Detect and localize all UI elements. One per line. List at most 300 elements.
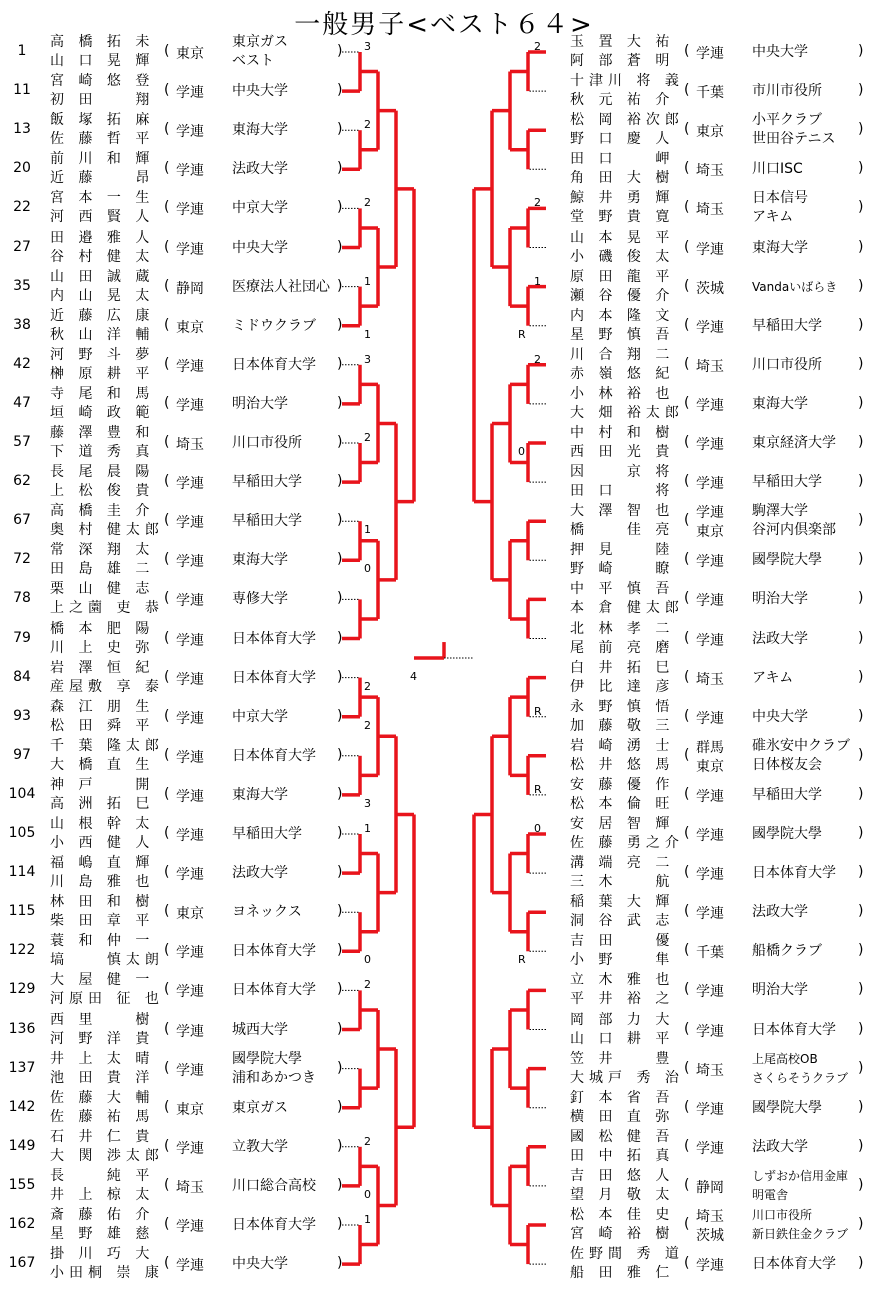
team-line: 法政大学 (232, 865, 288, 882)
close-paren: ) (337, 1059, 343, 1076)
open-paren: ( (684, 394, 690, 411)
prefecture: 学連 (176, 788, 204, 805)
close-paren: ) (858, 82, 864, 99)
player-name: 十津川 将 義 (570, 73, 684, 90)
prefecture: 学連 (696, 397, 724, 414)
open-paren: ( (684, 434, 690, 450)
seed-number: 1 (17, 43, 27, 59)
player-name: 山 本 晃 平 (570, 229, 675, 246)
player-name: 船 田 雅 仁 (570, 1265, 675, 1282)
score: 3 (364, 352, 371, 366)
prefecture-2: 東京 (696, 524, 724, 541)
seed-number: 20 (13, 160, 31, 177)
player-name: 近 藤 広 康 (50, 307, 155, 324)
close-paren: ) (858, 1098, 864, 1115)
close-paren: ) (337, 942, 343, 959)
open-paren: ( (684, 160, 690, 177)
score: 3 (364, 40, 371, 53)
player-name: 伊 比 達 彦 (570, 678, 675, 695)
open-paren: ( (164, 277, 170, 294)
player-name: 河 野 斗 夢 (50, 346, 155, 363)
team-line: 中央大学 (232, 1256, 288, 1273)
team-name (232, 160, 288, 179)
team-line: 明治大学 (752, 982, 808, 999)
player-name: 森 江 朋 生 (50, 698, 155, 715)
open-paren: ( (164, 1137, 170, 1154)
player-names (50, 33, 154, 71)
prefecture: 学連 (696, 319, 724, 336)
seed-number: 38 (13, 316, 31, 333)
player-name: 川 合 翔 二 (570, 346, 675, 363)
prefecture: 学連 (176, 124, 204, 141)
open-paren: ( (684, 981, 690, 998)
team-line: 市川市役所 (752, 83, 822, 100)
open-paren: ( (164, 864, 170, 881)
player-name: 鯨 井 勇 輝 (570, 190, 675, 207)
player-name: 吉 田 優 (570, 933, 675, 950)
player-name: 松 井 悠 馬 (570, 756, 675, 773)
open-paren: ( (684, 590, 690, 607)
player-name: 加 藤 敬 三 (570, 717, 675, 734)
prefecture: 学連 (176, 632, 204, 649)
player-name: 掛 川 巧 大 (50, 1246, 155, 1263)
close-paren: ) (858, 551, 864, 568)
prefecture: 学連 (176, 554, 204, 571)
team-line: 東京経済大学 (752, 435, 836, 451)
open-paren: ( (684, 1176, 690, 1193)
close-paren: ) (337, 1255, 343, 1272)
player-names (570, 72, 684, 110)
player-name: 秋 元 祐 介 (570, 92, 675, 109)
prefecture: 学連 (176, 85, 204, 102)
seed-number: 47 (13, 394, 31, 411)
team-name (232, 239, 288, 258)
player-name: 岩 崎 湧 士 (570, 737, 675, 754)
player-name: 野 口 慶 人 (570, 131, 675, 148)
team-line: ベスト (232, 53, 274, 69)
player-names (50, 971, 164, 1009)
prefecture: 学連 (176, 867, 204, 884)
team-name (752, 1206, 848, 1244)
team-name (752, 590, 808, 609)
team-line: 法政大学 (752, 1138, 808, 1155)
prefecture-2: 茨城 (696, 1228, 724, 1244)
player-name: 田 島 雄 二 (50, 561, 155, 578)
player-name: 佐野間 秀 道 (570, 1246, 684, 1263)
team-line: 谷河内倶楽部 (752, 522, 836, 539)
team-line: 立教大学 (232, 1138, 288, 1155)
team-line: さくらそうクラブ (752, 1070, 849, 1085)
player-name: 釘 本 省 吾 (570, 1089, 675, 1106)
open-paren: ( (164, 199, 170, 216)
player-name: 山 口 晃 輝 (50, 53, 155, 69)
player-names (570, 541, 674, 579)
team-name (752, 1138, 808, 1157)
player-name: 栗 山 健 志 (50, 581, 155, 598)
close-paren: ) (337, 1216, 343, 1232)
player-names (50, 1128, 164, 1166)
player-name: 小 西 健 人 (50, 835, 155, 851)
seed-number: 27 (13, 238, 31, 255)
player-name: 川 上 史 弥 (50, 639, 155, 656)
team-name (752, 864, 836, 883)
seed-number: 137 (8, 1059, 36, 1076)
close-paren: ) (858, 668, 864, 685)
player-name: 星 野 慎 吾 (570, 326, 675, 343)
close-paren: ) (858, 434, 864, 450)
player-name: 河 西 賢 人 (50, 209, 155, 226)
team-line: 早稲田大学 (752, 474, 822, 491)
score: 2 (534, 352, 541, 366)
close-paren: ) (337, 434, 343, 450)
player-name: 笠 井 豊 (570, 1050, 675, 1067)
seed-number: 167 (8, 1255, 36, 1272)
player-names (50, 189, 154, 227)
player-name: 安 藤 優 作 (570, 776, 675, 793)
player-name: 大 畑 裕太郎 (570, 404, 684, 421)
seed-number: 13 (13, 121, 31, 138)
team-line: ミドウクラブ (232, 317, 316, 334)
team-name (232, 981, 316, 1000)
player-name: 初 田 翔 (50, 92, 155, 109)
open-paren: ( (684, 473, 690, 490)
prefecture: 学連 (696, 867, 724, 884)
open-paren: ( (164, 316, 170, 333)
team-name (752, 317, 822, 336)
prefecture: 学連 (176, 202, 204, 219)
team-name (232, 903, 302, 922)
team-line: 医療法人社団心 (232, 278, 330, 295)
open-paren: ( (684, 82, 690, 99)
player-names (50, 1011, 154, 1049)
score: 0 (364, 1187, 371, 1201)
close-paren: ) (858, 942, 864, 959)
team-line: 早稲田大学 (232, 474, 302, 491)
open-paren: ( (684, 746, 690, 763)
score: R (518, 953, 526, 967)
player-names (570, 620, 674, 658)
close-paren: ) (337, 825, 343, 841)
team-line: 世田谷テニス (752, 131, 836, 148)
close-paren: ) (858, 981, 864, 998)
player-name: 河原田 征 也 (50, 991, 164, 1008)
player-names (50, 1206, 154, 1244)
team-line: 日本信号 (752, 190, 808, 207)
team-line: 東京ガス (232, 1099, 288, 1116)
team-line: 日本体育大学 (232, 356, 316, 373)
team-name (752, 160, 803, 179)
prefecture: 学連 (176, 358, 204, 375)
team-name (232, 82, 288, 101)
player-name: 山 口 耕 平 (570, 1030, 675, 1047)
team-name (232, 747, 316, 766)
player-name: 斎 藤 佑 介 (50, 1207, 155, 1223)
final-score: 4 (410, 670, 417, 683)
player-names (50, 1050, 154, 1088)
player-name: 宮 崎 悠 登 (50, 73, 155, 90)
close-paren: ) (337, 903, 343, 920)
open-paren: ( (684, 1020, 690, 1037)
player-names (50, 150, 154, 188)
team-name (232, 786, 288, 805)
open-paren: ( (684, 1255, 690, 1272)
player-names (50, 659, 164, 697)
prefecture: 学連 (176, 1023, 204, 1040)
open-paren: ( (164, 551, 170, 568)
score: 1 (364, 327, 371, 341)
close-paren: ) (337, 746, 343, 763)
team-line: 早稲田大学 (232, 826, 302, 842)
team-name (752, 1255, 836, 1274)
close-paren: ) (337, 121, 343, 138)
close-paren: ) (858, 825, 864, 841)
score: 0 (364, 562, 371, 576)
team-name (232, 1138, 288, 1157)
close-paren: ) (337, 238, 343, 255)
prefecture: 学連 (176, 1258, 204, 1275)
close-paren: ) (858, 1216, 864, 1232)
prefecture: 千葉 (696, 85, 724, 102)
close-paren: ) (858, 785, 864, 802)
player-name: 阿 部 蒼 明 (570, 53, 675, 69)
player-names (50, 346, 154, 384)
player-name: 松 本 佳 史 (570, 1207, 675, 1223)
open-paren: ( (164, 473, 170, 490)
close-paren: ) (858, 629, 864, 646)
close-paren: ) (858, 355, 864, 372)
close-paren: ) (337, 277, 343, 294)
seed-number: 162 (8, 1216, 36, 1232)
open-paren: ( (164, 355, 170, 372)
seed-number: 11 (13, 82, 31, 99)
open-paren: ( (164, 1059, 170, 1076)
player-name: 川 島 雅 也 (50, 874, 155, 891)
prefecture: 学連 (696, 788, 724, 805)
player-name: 立 木 雅 也 (570, 972, 675, 989)
player-name: 福 嶋 直 輝 (50, 855, 155, 872)
player-names (570, 893, 674, 931)
team-line: 東海大学 (752, 395, 808, 412)
open-paren: ( (684, 629, 690, 646)
seed-number: 42 (13, 355, 31, 372)
team-line: 日本体育大学 (232, 630, 316, 647)
player-name: 橋 佳 亮 (570, 522, 675, 539)
team-name (232, 395, 288, 414)
player-name: 本 倉 健太郎 (570, 600, 684, 617)
open-paren: ( (684, 785, 690, 802)
close-paren: ) (337, 199, 343, 216)
team-name (752, 434, 836, 453)
team-line: 日本体育大学 (232, 747, 316, 764)
team-line: 日本体育大学 (232, 943, 316, 960)
team-line: ヨネックス (232, 904, 302, 921)
team-name (752, 737, 850, 775)
player-names (570, 776, 674, 814)
team-name (232, 199, 288, 218)
player-name: 岡 部 力 大 (570, 1011, 675, 1028)
player-names (570, 346, 674, 384)
close-paren: ) (337, 551, 343, 568)
seed-number: 79 (13, 629, 31, 646)
prefecture: 学連 (696, 241, 724, 258)
prefecture: 埼玉 (696, 1209, 724, 1225)
close-paren: ) (858, 1176, 864, 1193)
seed-number: 62 (13, 473, 31, 490)
player-name: 上 松 俊 貴 (50, 483, 155, 500)
player-name: 藤 澤 豊 和 (50, 425, 155, 441)
player-names (50, 502, 164, 540)
player-name: 大 橋 直 生 (50, 756, 155, 773)
team-name (232, 1216, 316, 1235)
close-paren: ) (858, 1020, 864, 1037)
player-names (570, 111, 684, 149)
team-name (232, 33, 288, 71)
open-paren: ( (164, 1216, 170, 1232)
seed-number: 149 (8, 1137, 36, 1154)
player-name: 田 口 将 (570, 483, 675, 500)
prefecture: 埼玉 (696, 163, 724, 180)
prefecture: 埼玉 (176, 1179, 204, 1196)
player-names (570, 268, 674, 306)
prefecture: 学連 (176, 476, 204, 493)
player-name: 佐 藤 勇之介 (570, 835, 684, 851)
team-name (232, 278, 330, 297)
seed-number: 84 (13, 668, 31, 685)
open-paren: ( (684, 1216, 690, 1232)
player-name: 溝 端 亮 二 (570, 855, 675, 872)
team-name (232, 434, 302, 453)
player-names (50, 1245, 164, 1283)
open-paren: ( (164, 512, 170, 529)
player-names (570, 1206, 674, 1244)
prefecture: 学連 (176, 515, 204, 532)
open-paren: ( (164, 629, 170, 646)
open-paren: ( (164, 981, 170, 998)
close-paren: ) (858, 707, 864, 724)
player-names (570, 1089, 674, 1127)
prefecture: 学連 (176, 749, 204, 766)
open-paren: ( (684, 277, 690, 294)
player-name: 宮 崎 裕 樹 (570, 1226, 675, 1242)
prefecture: 学連 (696, 437, 724, 453)
team-name (752, 981, 808, 1000)
team-line: 日本体育大学 (232, 1217, 316, 1233)
team-name (752, 395, 808, 414)
page-title: 一般男子<ベスト６４> (294, 10, 594, 40)
player-names (50, 620, 154, 658)
open-paren: ( (684, 1059, 690, 1076)
team-line: 中央大学 (752, 44, 808, 60)
player-name: 垣 崎 政 範 (50, 404, 155, 421)
close-paren: ) (858, 316, 864, 333)
player-names (50, 1089, 154, 1127)
player-name: 佐 藤 大 輔 (50, 1089, 155, 1106)
player-names (50, 580, 164, 618)
team-name (752, 1050, 848, 1088)
player-name: 上之薗 吏 恭 (50, 600, 164, 617)
player-name: 石 井 仁 貴 (50, 1128, 155, 1145)
player-name: 高 橋 圭 介 (50, 503, 155, 520)
team-line: 國學院大學 (752, 552, 822, 569)
score: 2 (364, 118, 371, 132)
prefecture: 学連 (176, 397, 204, 414)
prefecture: 学連 (176, 1062, 204, 1079)
open-paren: ( (164, 668, 170, 685)
team-line: 駒澤大学 (752, 503, 808, 520)
team-name (232, 356, 316, 375)
open-paren: ( (684, 121, 690, 138)
prefecture: 学連 (696, 828, 724, 844)
player-name: 大 関 渉太郎 (50, 1147, 164, 1164)
seed-number: 35 (13, 277, 31, 294)
player-name: 西 里 樹 (50, 1011, 155, 1028)
score: 0 (534, 822, 541, 835)
player-names (570, 1050, 684, 1088)
close-paren: ) (337, 1176, 343, 1193)
team-name (752, 111, 835, 149)
player-name: 因 京 将 (570, 464, 675, 481)
open-paren: ( (684, 903, 690, 920)
close-paren: ) (337, 355, 343, 372)
open-paren: ( (164, 707, 170, 724)
seed-number: 57 (13, 434, 31, 450)
open-paren: ( (684, 43, 690, 59)
player-names (570, 1245, 684, 1283)
team-name (232, 708, 288, 727)
open-paren: ( (684, 238, 690, 255)
team-line: 日本体育大学 (232, 669, 316, 686)
team-line: 東海大学 (232, 552, 288, 569)
open-paren: ( (164, 1098, 170, 1115)
team-name (232, 551, 288, 570)
team-name (752, 189, 808, 227)
prefecture: 学連 (696, 632, 724, 649)
prefecture: 群馬 (696, 739, 724, 756)
player-name: 北 林 孝 二 (570, 620, 675, 637)
prefecture: 学連 (176, 984, 204, 1001)
close-paren: ) (858, 238, 864, 255)
team-line: 専修大学 (232, 591, 288, 608)
player-name: 大 澤 智 也 (570, 503, 675, 520)
open-paren: ( (164, 394, 170, 411)
open-paren: ( (684, 1137, 690, 1154)
prefecture: 学連 (696, 984, 724, 1001)
player-names (570, 737, 674, 775)
player-names (50, 893, 154, 931)
team-name (752, 903, 808, 922)
player-name: 佐 藤 哲 平 (50, 131, 155, 148)
prefecture: 静岡 (696, 1179, 724, 1196)
open-paren: ( (684, 1098, 690, 1115)
team-line: Vandaいばらき (752, 279, 838, 294)
team-line: 川口市役所 (752, 1208, 813, 1222)
team-line: 中京大学 (232, 708, 288, 725)
score: 2 (364, 718, 371, 732)
prefecture: 学連 (696, 906, 724, 923)
prefecture: 埼玉 (696, 671, 724, 688)
player-names (570, 815, 684, 853)
team-line: 日本体育大学 (232, 982, 316, 999)
player-name: 佐 藤 祐 馬 (50, 1108, 155, 1125)
seed-number: 122 (8, 942, 36, 959)
team-name (752, 502, 836, 540)
open-paren: ( (684, 551, 690, 568)
score: 1 (364, 1213, 371, 1226)
open-paren: ( (164, 1176, 170, 1193)
player-name: 池 田 貴 洋 (50, 1069, 155, 1086)
player-names (570, 698, 674, 736)
seed-number: 78 (13, 590, 31, 607)
